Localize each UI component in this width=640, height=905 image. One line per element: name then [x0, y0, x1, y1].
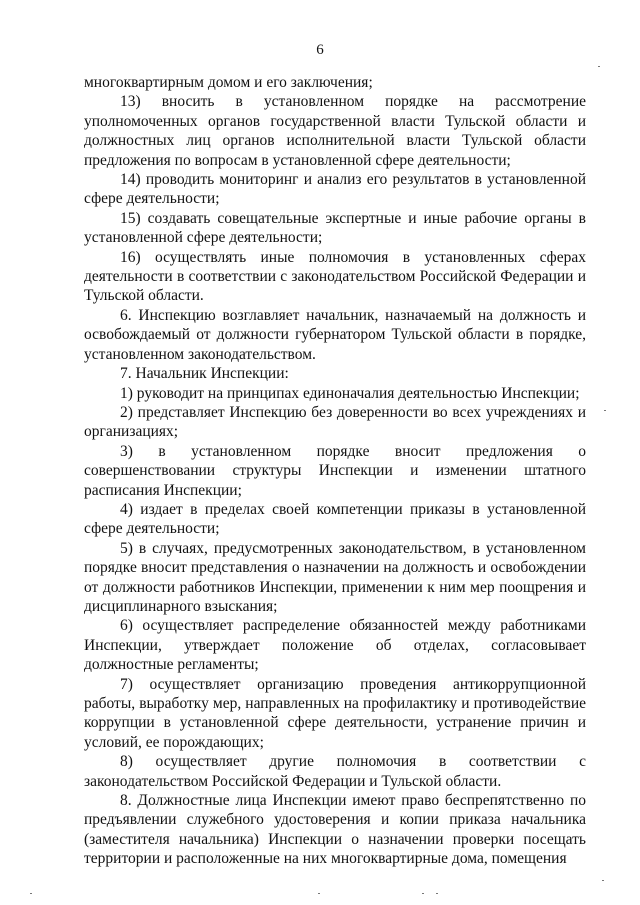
- paragraph-head-item-2: 2) представляет Инспекцию без доверенности во всех учреждениях и организациях;: [84, 403, 586, 441]
- paragraph-head-item-6: 6) осуществляет распределение обязанностей между работниками Инспекции, утверждает положение об отделах, согласовывает должностные регламенты;: [84, 617, 586, 674]
- paragraph-head-item-7: 7) осуществляет организацию проведения антикоррупционной работы, выработку мер, направленных на профилактику и противодействие коррупции в установленной сфере деятельности, устранение причин и условий, ее порождающих;: [84, 675, 586, 751]
- paragraph-head-item-4: 4) издает в пределах своей компетенции приказы в установленной сфере деятельности;: [84, 500, 586, 538]
- paragraph-item-14: 14) проводить мониторинг и анализ его результатов в установленной сфере деятельности;: [84, 171, 586, 208]
- paragraph-head-item-5: 5) в случаях, предусмотренных законодательством, в установленном порядке вносит представления о назначении на должность и освобождении от должности работников Инспекции, применении к ним мер поощрения и дисциплинарного взыскания;: [84, 539, 586, 615]
- paragraph-head-item-1: 1) руководит на принципах единоначалия деятельностью Инспекции;: [120, 384, 580, 402]
- scan-speck: [30, 893, 32, 894]
- paragraph-clause-7-heading: 7. Начальник Инспекции:: [120, 365, 289, 383]
- document-body: [84, 73, 586, 869]
- scan-speck: [422, 893, 424, 894]
- scan-speck: [598, 66, 600, 67]
- paragraph-clause-6: 6. Инспекцию возглавляет начальник, назначаемый на должность и освобождаемый от должности губернатором Тульской области в порядке, установленном законодательством.: [84, 306, 586, 363]
- paragraph-item-15: 15) создавать совещательные экспертные и иные рабочие органы в установленной сфере деятельности;: [84, 209, 586, 247]
- paragraph-head-item-3: 3) в установленном порядке вносит предложения о совершенствовании структуры Инспекции и изменении штатного расписания Инспекции;: [84, 442, 586, 499]
- paragraph-item-13: 13) вносить в установленном порядке на рассмотрение уполномоченных органов государственной власти Тульской области и должностных лиц органов исполнительной власти Тульской области предложения по вопросам в установленной сфере деятельности;: [84, 93, 586, 169]
- paragraph-clause-8: 8. Должностные лица Инспекции имеют право беспрепятственно по предъявлении служебного удостоверения и копии приказа начальника (заместителя начальника) Инспекции о назначении проверки посещать территории и расположенные на них многоквартирные дома, помещения: [84, 792, 586, 868]
- paragraph-item-16: 16) осуществлять иные полномочия в установленных сферах деятельности в соответствии с законодательством Российской Федерации и Тульской области.: [84, 248, 586, 305]
- scan-speck: [318, 893, 320, 894]
- scan-speck: [436, 893, 438, 894]
- scan-speck: [604, 410, 606, 411]
- paragraph-continuation: многоквартирным домом и его заключения;: [84, 74, 373, 91]
- paragraph-head-item-8: 8) осуществляет другие полномочия в соответствии с законодательством Российской Федерации и Тульской области.: [84, 753, 586, 790]
- page-number: 6: [316, 42, 324, 58]
- scan-speck: [602, 880, 604, 881]
